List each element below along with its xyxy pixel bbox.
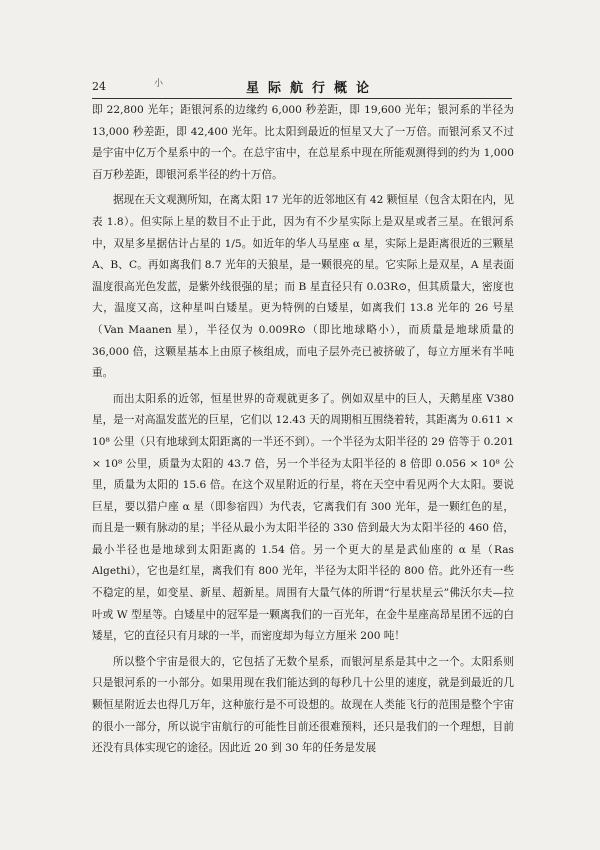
paragraph-1: 即 22,800 光年；距银河系的边缘约 6,000 秒差距，即 19,600 光年；银河系的半径为 13,000 秒差距，即 42,400 光年。比太阳到最近的恒星又大了一万倍。而银河系又不过是宇宙中亿万个星系中的一个。在总宇宙中，在总星系中现在所能观测得到的约为 1,000 百万秒差距，即银河系半径的约十万倍。	[92, 104, 514, 181]
header-mark: 小	[154, 79, 164, 89]
paragraph-2: 据现在天文观测所知，在离太阳 17 光年的近邻地区有 42 颗恒星（包含太阳在内，见表 1.8）。但实际上星的数目不止于此，因为有不少星实际上是双星或者三星。在银河系中，双星多星据估计占星的 1/5。如近年的华人马星座 α 星，实际上是距离很近的三颗星 A、B、C。再如离我们 8.7 光年的天狼星，是一颗很亮的星。它实际上是双星，A 星表面温度很高光色发蓝，是紫外线很强的星；而 B 星直径只有 0.03R⊙，但其质量大，密度也大，温度又高，这种星叫白矮星。更为特例的白矮星，如离我们 13.8 光年的 26 号星（Van Maanen 星），半径仅为 0.009R⊙（即比地球略小），而质量是地球质量的 36,000 倍，这颗星基本上由原子核组成，而电子层外壳已被挤破了，每立方厘米有半吨重。	[92, 194, 514, 380]
paragraph-3: 而出太阳系的近邻，恒星世界的奇观就更多了。例如双星中的巨人，天鹅星座 V380 星，是一对高温发蓝光的巨星，它们以 12.43 天的周期相互围绕着转，其距离为 0.611 × 10⁸ 公里（只有地球到太阳距离的一半还不到）。一个半径为太阳半径的 29 倍等于 0.201 × 10⁸ 公里，质量为太阳的 43.7 倍，另一个半径为太阳半径的 8 倍即 0.056 × 10⁸ 公里，质量为太阳的 15.6 倍。在这个双星附近的行星，将在天空中看见两个大太阳。要说巨星，要以猎户座 α 星（即参宿四）为代表，它离我们有 300 光年，是一颗红色的星，而且是一颗有脉动的星；半径从最小为太阳半径的 330 倍到最大为太阳半径的 460 倍，最小半径也是地球到太阳距离的 1.54 倍。另一个更大的星是武仙座的 α 星（Ras Algethi），它也是红星，离我们有 800 光年，半径为太阳半径的 800 倍。此外还有一些不稳定的星，如变星、新星、超新星。周围有大量气体的所谓“行星状星云”佛沃尔夫—拉叶或 W 型星等。白矮星中的冠军是一颗离我们的一百光年，在金牛星座高昂星团不远的白矮星，它的直径只有月球的一半，而密度却为每立方厘米 200 吨！	[92, 392, 514, 643]
running-title: 星际航行概论	[245, 81, 378, 96]
body-text	[92, 100, 514, 764]
page-number: 24	[92, 80, 106, 93]
paragraph-4: 所以整个宇宙是很大的，它包括了无数个星系，而银河星系是其中之一个。太阳系则只是银河系的一小部分。如果用现在我们能达到的每秒几十公里的速度，就是到最近的几颗恒星附近去也得几万年，这种旅行是不可设想的。故现在人类能飞行的范围是整个宇宙的很小一部分，所以说宇宙航行的可能性目前还很难预料，还只是我们的一个理想，目前还没有具体实现它的途径。因此近 20 到 30 年的任务是发展	[92, 655, 514, 755]
page-header	[92, 74, 512, 99]
